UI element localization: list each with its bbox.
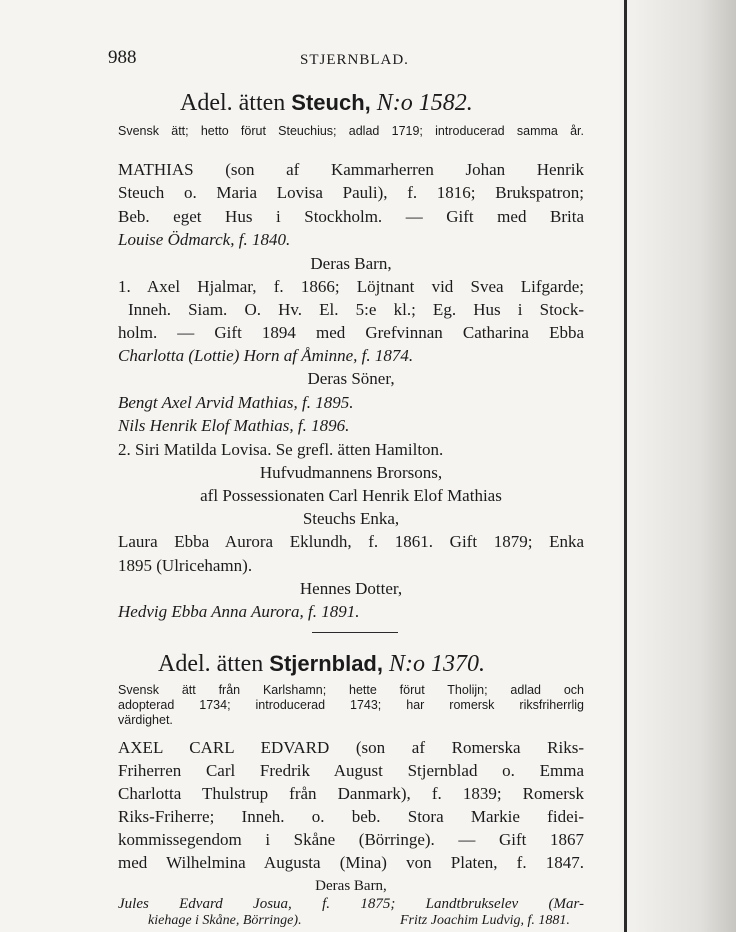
text-line-centered: Steuchs Enka, — [302, 509, 400, 528]
text-line: Fritz Joachim Ludvig, f. 1881. — [400, 913, 570, 928]
text-line: AXEL CARL EDVARD (son af Romerska Riks- — [118, 738, 584, 757]
text-line: Louise Ödmarck, f. 1840. — [118, 230, 291, 249]
text-line-centered: Deras Barn, — [310, 254, 392, 273]
text-line: kommissegendom i Skåne (Börringe). — Gift 1867 — [118, 830, 584, 849]
section-intro-line: Svensk ätt från Karlshamn; hette förut Tholijn; adlad och — [118, 683, 584, 697]
running-head: STJERNBLAD. — [300, 52, 409, 68]
text-line: Hedvig Ebba Anna Aurora, f. 1891. — [118, 602, 360, 621]
section-divider — [312, 632, 398, 633]
text-line: kiehage i Skåne, Börringe). — [148, 913, 302, 928]
text-line: 1895 (Ulricehamn). — [118, 556, 253, 575]
section-heading — [158, 650, 485, 678]
page-gutter-shadow — [616, 0, 736, 932]
text-line: Charlotta Thulstrup från Danmark), f. 1839; Romersk — [118, 784, 584, 803]
text-line: Jules Edvard Josua, f. 1875; Landtbrukselev (Mar- — [118, 896, 584, 912]
section-intro: Svensk ätt; hetto förut Steuchius; adlad 1719; introducerad samma år. — [118, 124, 584, 138]
text-line: Charlotta (Lottie) Horn af Åminne, f. 1874. — [118, 346, 414, 365]
heading-number: N:o 1582. — [376, 90, 473, 116]
text-line-centered: Hennes Dotter, — [299, 579, 403, 598]
text-line: holm. — Gift 1894 med Grefvinnan Catharina Ebba — [118, 323, 584, 342]
text-line: med Wilhelmina Augusta (Mina) von Platen, f. 1847. — [118, 853, 584, 872]
text-line: Bengt Axel Arvid Mathias, f. 1895. — [118, 393, 354, 412]
section-intro-line: värdighet. — [118, 713, 173, 727]
heading-number: N:o 1370. — [388, 651, 485, 677]
text-line: Friherren Carl Fredrik August Stjernblad o. Emma — [118, 761, 584, 780]
heading-prefix: Adel. ätten — [158, 651, 264, 677]
text-line: Nils Henrik Elof Mathias, f. 1896. — [118, 416, 350, 435]
page-number: 988 — [108, 47, 137, 68]
text-line-centered: Hufvudmannens Brorsons, — [259, 463, 443, 482]
text-line: MATHIAS (son af Kammarherren Johan Henrik — [118, 160, 584, 179]
text-line-centered: Deras Barn, — [315, 878, 387, 894]
text-line: Riks-Friherre; Inneh. o. beb. Stora Markie fidei- — [118, 807, 584, 826]
page-edge-line — [624, 0, 627, 932]
section-intro-line: adopterad 1734; introducerad 1743; har romersk riksfriherrlig — [118, 698, 584, 712]
heading-family-name: Steuch, — [291, 90, 371, 115]
section-heading — [180, 89, 473, 117]
text-line: Beb. eget Hus i Stockholm. — Gift med Brita — [118, 207, 584, 226]
text-line: Steuch o. Maria Lovisa Pauli), f. 1816; Brukspatron; — [118, 183, 584, 202]
text-line: Inneh. Siam. O. Hv. El. 5:e kl.; Eg. Hus i Stock- — [128, 300, 584, 319]
text-line: 2. Siri Matilda Lovisa. Se grefl. ätten Hamilton. — [118, 440, 444, 459]
text-line-centered: Deras Söner, — [307, 369, 395, 388]
heading-family-name: Stjernblad, — [269, 651, 383, 676]
text-line: Laura Ebba Aurora Eklundh, f. 1861. Gift 1879; Enka — [118, 532, 584, 551]
text-line-centered: afl Possessionaten Carl Henrik Elof Mathias — [200, 486, 502, 505]
heading-prefix: Adel. ätten — [180, 90, 286, 116]
text-line: 1. Axel Hjalmar, f. 1866; Löjtnant vid Svea Lifgarde; — [118, 277, 584, 296]
